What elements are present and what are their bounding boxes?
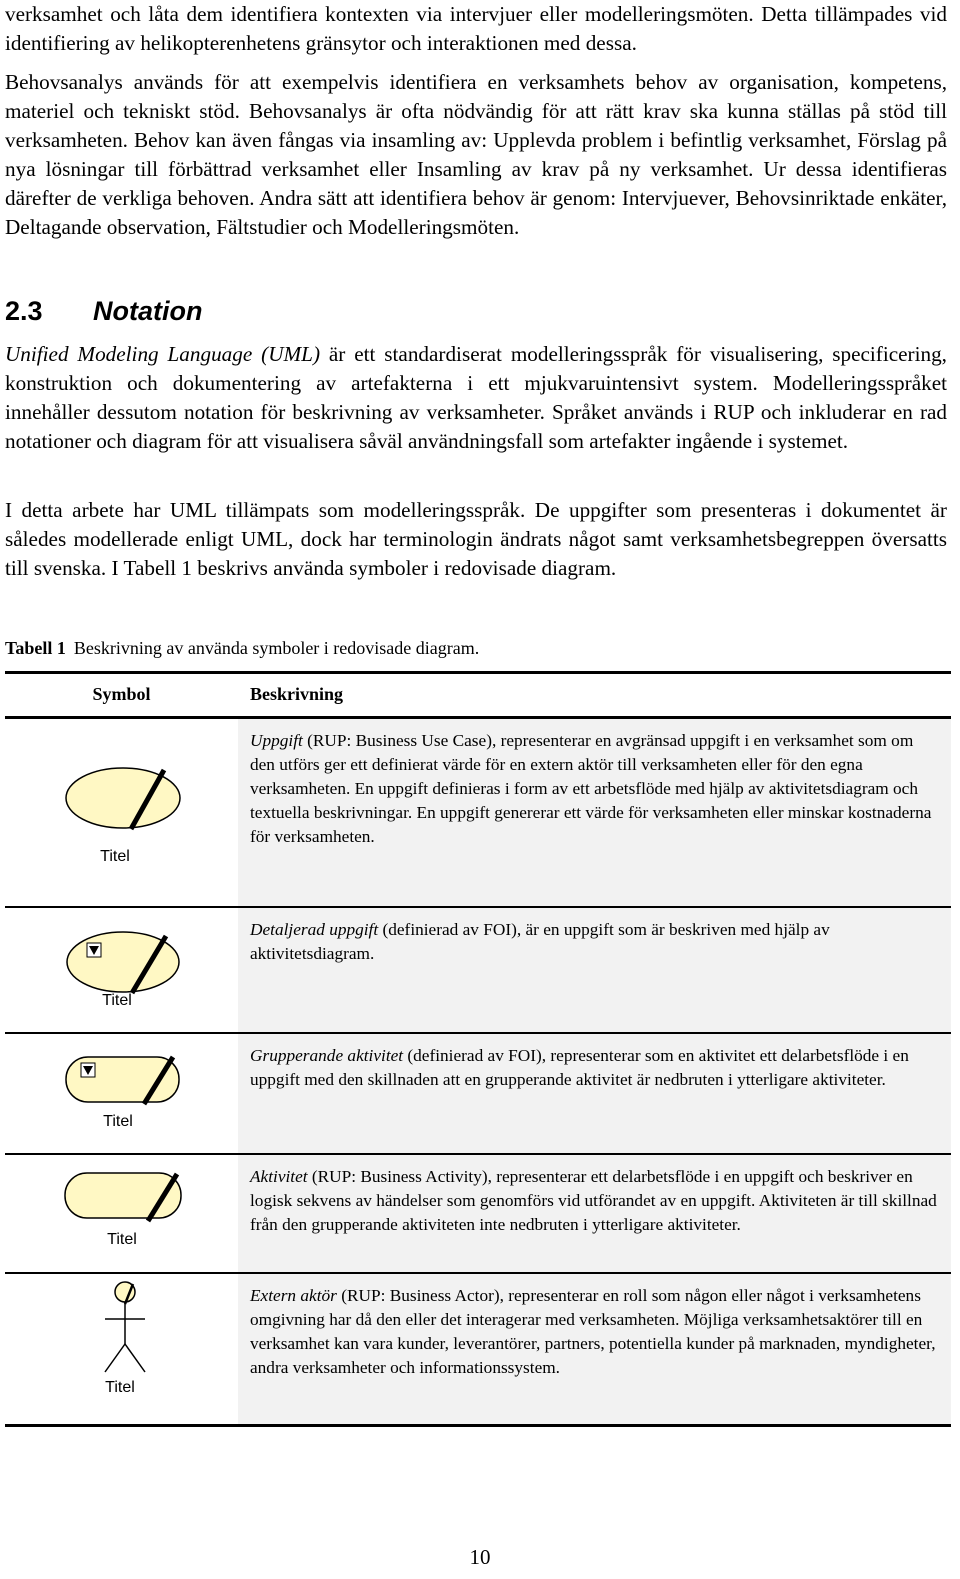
column-header-description: Beskrivning (250, 684, 344, 704)
description-term: Detaljerad uppgift (250, 920, 379, 939)
table-header-row (5, 673, 951, 718)
description-text: (RUP: Business Use Case), representerar en avgränsad uppgift i en verksamhet som om den utförs ger ett definierat värde för en extern aktör till verksamheten eller för den egna verksamheten. En uppgift definieras i form av ett arbetsflöde med hjälp av aktivitetsdiagram och textuella beskrivningar. En uppgift genererar ett värde för verksamheten eller minskar kostnaderna för verksamheten. (250, 731, 932, 846)
symbol-label: Titel (102, 992, 132, 1009)
page-number: 10 (469, 1545, 491, 1569)
description-term: Extern aktör (250, 1286, 337, 1305)
description-term: Uppgift (250, 731, 303, 750)
description-cell (238, 1154, 951, 1273)
table-caption-label: Tabell 1 (5, 638, 66, 658)
table-caption (5, 636, 479, 660)
paragraph-behovsanalys: Behovsanalys används för att exempelvis identifiera en verksamhets behov av organisation, kompetens, materiel och tekniskt stöd. Behovsanalys är ofta nödvändig för att rätt krav ska kunna ställas på stöd till verksamheten. Behov kan även fångas via insamling av: Upplevda problem i befintlig verksamhet, Förslag på nya lösningar till förbättrad verksamhet eller Insamling av krav på ny verksamhet. Ur dessa identifieras därefter de verkliga behoven. Andra sätt att identifiera behov är genom: Intervjuever, Behovsinriktade enkäter, Deltagande observation, Fältstudier och Modelleringsmöten. (5, 70, 947, 239)
uml-term: Unified Modeling Language (UML) (5, 342, 320, 366)
description-cell (238, 718, 951, 908)
description-text: (RUP: Business Actor), representerar en roll som någon eller något i verksamhetens omgivning har då den eller det interagerar med verksamheten. Möjliga verksamhetsaktörer till en verksamhet kan vara kunder, leverantörer, partners, potentiella kunder på marknaden, myndigheter, andra verksamheter och informationssystem. (250, 1286, 936, 1377)
paragraph-application: I detta arbete har UML tillämpats som modelleringsspråk. De uppgifter som presenteras i dokumentet är således modellerade enligt UML, dock har terminologin ändrats något samt verksamhetsbegreppen översatts till svenska. I Tabell 1 beskrivs använda symboler i redovisade diagram. (5, 498, 947, 580)
description-text: (RUP: Business Activity), representerar ett delarbetsflöde i en uppgift och beskriver en logisk sekvens av händelser som genomförs vid utförandet av en uppgift. Aktiviteten är till skillnad från den grupperande aktiviteten inte nedbruten i ytterligare aktiviteter. (250, 1167, 937, 1234)
paragraph-context: verksamhet och låta dem identifiera kontexten via intervjuer eller modelleringsmöten. Detta tillämpades vid identifiering av helikopterenhetens gränsytor och interaktionen med dessa. (5, 2, 947, 55)
column-header-symbol: Symbol (92, 684, 151, 704)
symbol-cell (5, 1154, 238, 1273)
symbol-cell (5, 907, 238, 1033)
section-heading (5, 294, 202, 328)
table-row (5, 907, 951, 1033)
detailed-task-icon (5, 908, 238, 1025)
section-title: Notation (93, 296, 203, 326)
description-cell (238, 907, 951, 1033)
section-number: 2.3 (5, 296, 43, 326)
symbol-cell (5, 1033, 238, 1154)
description-term: Aktivitet (250, 1167, 308, 1186)
symbol-cell (5, 1273, 238, 1426)
uml-description: är ett standardiserat modelleringsspråk för visualisering, specificering, konstruktion och dokumentering av artefakterna i ett mjukvaruintensivt system. Modelleringsspråket innehåller dessutom notation för beskrivning av verksamheter. Språket används i RUP och inkluderar en rad notationer och diagram för att visualisera såväl användningsfall som artefakter ingående i systemet. (5, 342, 947, 453)
business-actor-icon (5, 1274, 238, 1417)
table-row (5, 718, 951, 908)
symbol-label: Titel (105, 1379, 135, 1396)
description-text: (definierad av FOI), är en uppgift som är beskriven med hjälp av aktivitetsdiagram. (250, 920, 830, 963)
description-cell (238, 1273, 951, 1426)
business-use-case-icon (5, 719, 238, 899)
table-row (5, 1273, 951, 1426)
symbol-table (5, 671, 951, 1427)
description-cell (238, 1033, 951, 1154)
grouping-activity-icon (5, 1034, 238, 1146)
table-row (5, 1154, 951, 1273)
business-activity-icon (5, 1155, 238, 1265)
symbol-label: Titel (107, 1231, 137, 1248)
paragraph-uml (5, 340, 947, 456)
table-row (5, 1033, 951, 1154)
description-text: (definierad av FOI), representerar som en aktivitet ett delarbetsflöde i en uppgift med den skillnaden att en grupperande aktivitet är nedbruten i ytterligare aktiviteter. (250, 1046, 909, 1089)
table-caption-text: Beskrivning av använda symboler i redovisade diagram. (73, 638, 480, 658)
symbol-label: Titel (100, 848, 130, 865)
symbol-label: Titel (103, 1113, 133, 1130)
description-term: Grupperande aktivitet (250, 1046, 404, 1065)
symbol-cell (5, 718, 238, 908)
